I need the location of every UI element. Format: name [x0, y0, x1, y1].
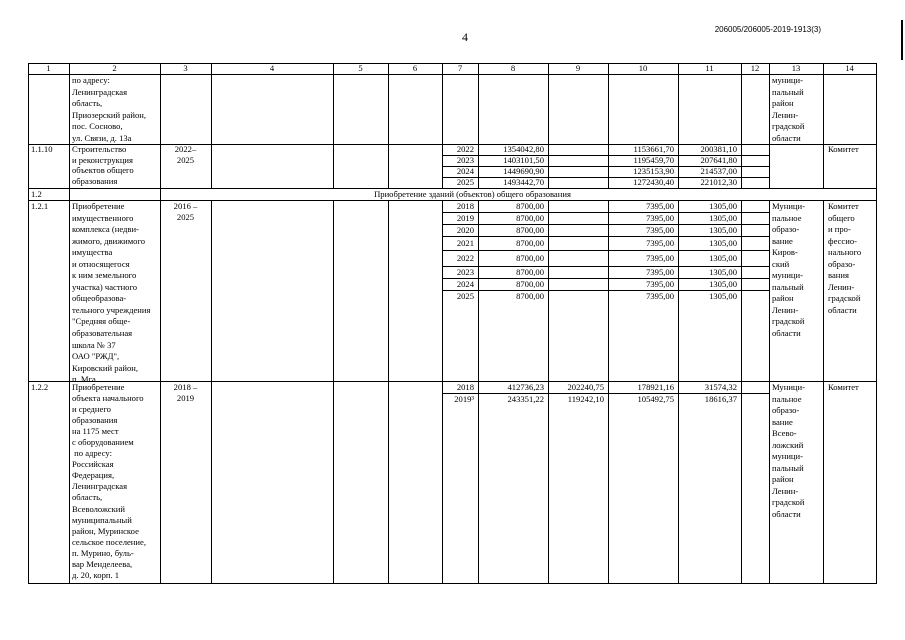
amount-local: 18616,37 [704, 394, 737, 404]
amount-total: 412736,23 [507, 382, 544, 392]
table-rule [769, 63, 770, 189]
table-rule [28, 583, 877, 584]
table-rule [823, 63, 824, 189]
year-cell: 2025 [456, 291, 474, 301]
year-cell: 2025 [456, 177, 474, 187]
amount-local: 1305,00 [709, 225, 737, 235]
table-rule [769, 200, 770, 584]
amount-regional: 7395,00 [646, 213, 674, 223]
amount-regional: 7395,00 [646, 201, 674, 211]
responsible-cell: Комитет [828, 382, 859, 392]
year-row-rule [442, 250, 769, 251]
amount-total: 8700,00 [516, 238, 544, 248]
amount-regional: 1272430,40 [633, 177, 674, 187]
municipality-cell: Муници- пальное образо- вание Киров- ский муници- пальный район Ленин- градской области [772, 201, 805, 339]
amount-total: 8700,00 [516, 253, 544, 263]
amount-local: 1305,00 [709, 279, 737, 289]
table-rule [211, 200, 212, 584]
amount-total: 1493442,70 [503, 177, 544, 187]
column-header: 12 [750, 63, 760, 73]
column-header: 6 [412, 63, 418, 73]
column-header: 5 [358, 63, 363, 73]
year-cell: 2021 [456, 238, 474, 248]
amount-regional: 7395,00 [646, 267, 674, 277]
amount-total: 1449690,90 [503, 166, 544, 176]
municipality-cell: муници- пальный район Ленин- градской области [772, 75, 805, 143]
year-cell: 2023 [456, 155, 474, 165]
object-description: Приобретение объекта начального и среднего образования на 1175 мест с оборудованием по адресу: Российская Федерация, Ленинградская область, Всеволожский муниципальный район, Муринское сельское поселение, п. Мурино, буль- вар Менделеева, д. 20, корп. 1 [72, 382, 146, 580]
table-rule [548, 63, 549, 189]
year-cell: 2024 [456, 279, 474, 289]
year-cell: 2019³ [454, 394, 474, 404]
amount-total: 1354042,80 [503, 144, 544, 154]
year-cell: 2020 [456, 225, 474, 235]
amount-federal: 202240,75 [567, 382, 604, 392]
column-header: 13 [791, 63, 801, 73]
scan-edge-mark [901, 20, 903, 60]
row-number: 1.2.2 [31, 382, 49, 392]
amount-regional: 7395,00 [646, 291, 674, 301]
table-rule [741, 63, 742, 189]
period-cell: 2018 – 2019 [173, 382, 198, 403]
amount-federal: 119242,10 [567, 394, 604, 404]
table-rule [211, 63, 212, 189]
section-number: 1.2 [31, 189, 42, 199]
amount-total: 8700,00 [516, 201, 544, 211]
amount-local: 1305,00 [709, 267, 737, 277]
amount-local: 207641,80 [700, 155, 737, 165]
column-header: 9 [575, 63, 581, 73]
amount-local: 31574,32 [704, 382, 737, 392]
amount-local: 1305,00 [709, 291, 737, 301]
column-header: 3 [183, 63, 188, 73]
column-header: 4 [269, 63, 275, 73]
amount-total: 8700,00 [516, 213, 544, 223]
column-header: 2 [112, 63, 117, 73]
year-cell: 2024 [456, 166, 474, 176]
amount-regional: 178921,16 [637, 382, 674, 392]
amount-local: 1305,00 [709, 201, 737, 211]
amount-local: 1305,00 [709, 213, 737, 223]
amount-regional: 7395,00 [646, 238, 674, 248]
amount-regional: 7395,00 [646, 279, 674, 289]
amount-regional: 105492,75 [637, 394, 674, 404]
amount-regional: 1153661,70 [633, 144, 674, 154]
responsible-cell: Комитет [828, 144, 859, 154]
responsible-cell: Комитет общего и про- фессио- нального образо- вания Ленин- градской области [828, 201, 862, 315]
year-cell: 2018 [456, 201, 474, 211]
period-cell: 2016 – 2025 [173, 201, 198, 222]
municipality-cell: Муници- пальное образо- вание Всево- ложский муници- пальный район Ленин- градской области [772, 382, 805, 520]
document-code: 206005/206005-2019-1913(3) [714, 25, 821, 34]
object-description: Строительство и реконструкция объектов общего образования [72, 144, 134, 186]
year-cell: 2022 [456, 253, 474, 263]
amount-local: 221012,30 [700, 177, 737, 187]
year-cell: 2023 [456, 267, 474, 277]
column-header: 14 [845, 63, 854, 73]
table-rule [69, 63, 70, 584]
year-cell: 2022 [456, 144, 474, 154]
table-rule [28, 63, 29, 584]
column-header: 11 [705, 63, 714, 73]
amount-total: 8700,00 [516, 291, 544, 301]
column-header: 1 [46, 63, 51, 73]
amount-regional: 1235153,90 [633, 166, 674, 176]
amount-regional: 1195459,70 [633, 155, 674, 165]
amount-total: 8700,00 [516, 279, 544, 289]
table-rule [333, 63, 334, 189]
table-rule [160, 63, 161, 584]
row-number: 1.1.10 [31, 144, 53, 154]
amount-total: 8700,00 [516, 267, 544, 277]
amount-total: 1403101,50 [503, 155, 544, 165]
amount-total: 243351,22 [507, 394, 544, 404]
amount-local: 1305,00 [709, 253, 737, 263]
period-cell: 2022– 2025 [174, 144, 197, 165]
year-cell: 2018 [456, 382, 474, 392]
column-header: 7 [457, 63, 463, 73]
amount-regional: 7395,00 [646, 253, 674, 263]
table-rule [876, 63, 877, 584]
object-description: по адресу: Ленинградская область, Приозерский район, пос. Сосново, ул. Связи, д. 13а [72, 75, 146, 143]
table-rule [333, 200, 334, 584]
amount-total: 8700,00 [516, 225, 544, 235]
table-rule [388, 63, 389, 189]
page-number: 4 [462, 30, 468, 44]
year-cell: 2019 [456, 213, 474, 223]
column-header: 8 [510, 63, 516, 73]
object-description: Приобретение имущественного комплекса (недви- жимого, движимого имущества и относящегося к ним земельного участка) частного общеобразова- тельного учреждения "Средняя обще- образовательная школа № 37 ОАО "РЖД", Кировский район, п. Мга [72, 201, 151, 385]
table-rule [823, 200, 824, 584]
section-title: Приобретение зданий (объектов) общего образования [374, 189, 571, 199]
budget-table [28, 63, 877, 584]
row-number: 1.2.1 [31, 201, 49, 211]
amount-regional: 7395,00 [646, 225, 674, 235]
amount-local: 214537,00 [700, 166, 737, 176]
table-rule [388, 200, 389, 584]
amount-local: 200381,10 [700, 144, 737, 154]
column-header: 10 [638, 63, 648, 73]
amount-local: 1305,00 [709, 238, 737, 248]
table-rule [741, 200, 742, 584]
